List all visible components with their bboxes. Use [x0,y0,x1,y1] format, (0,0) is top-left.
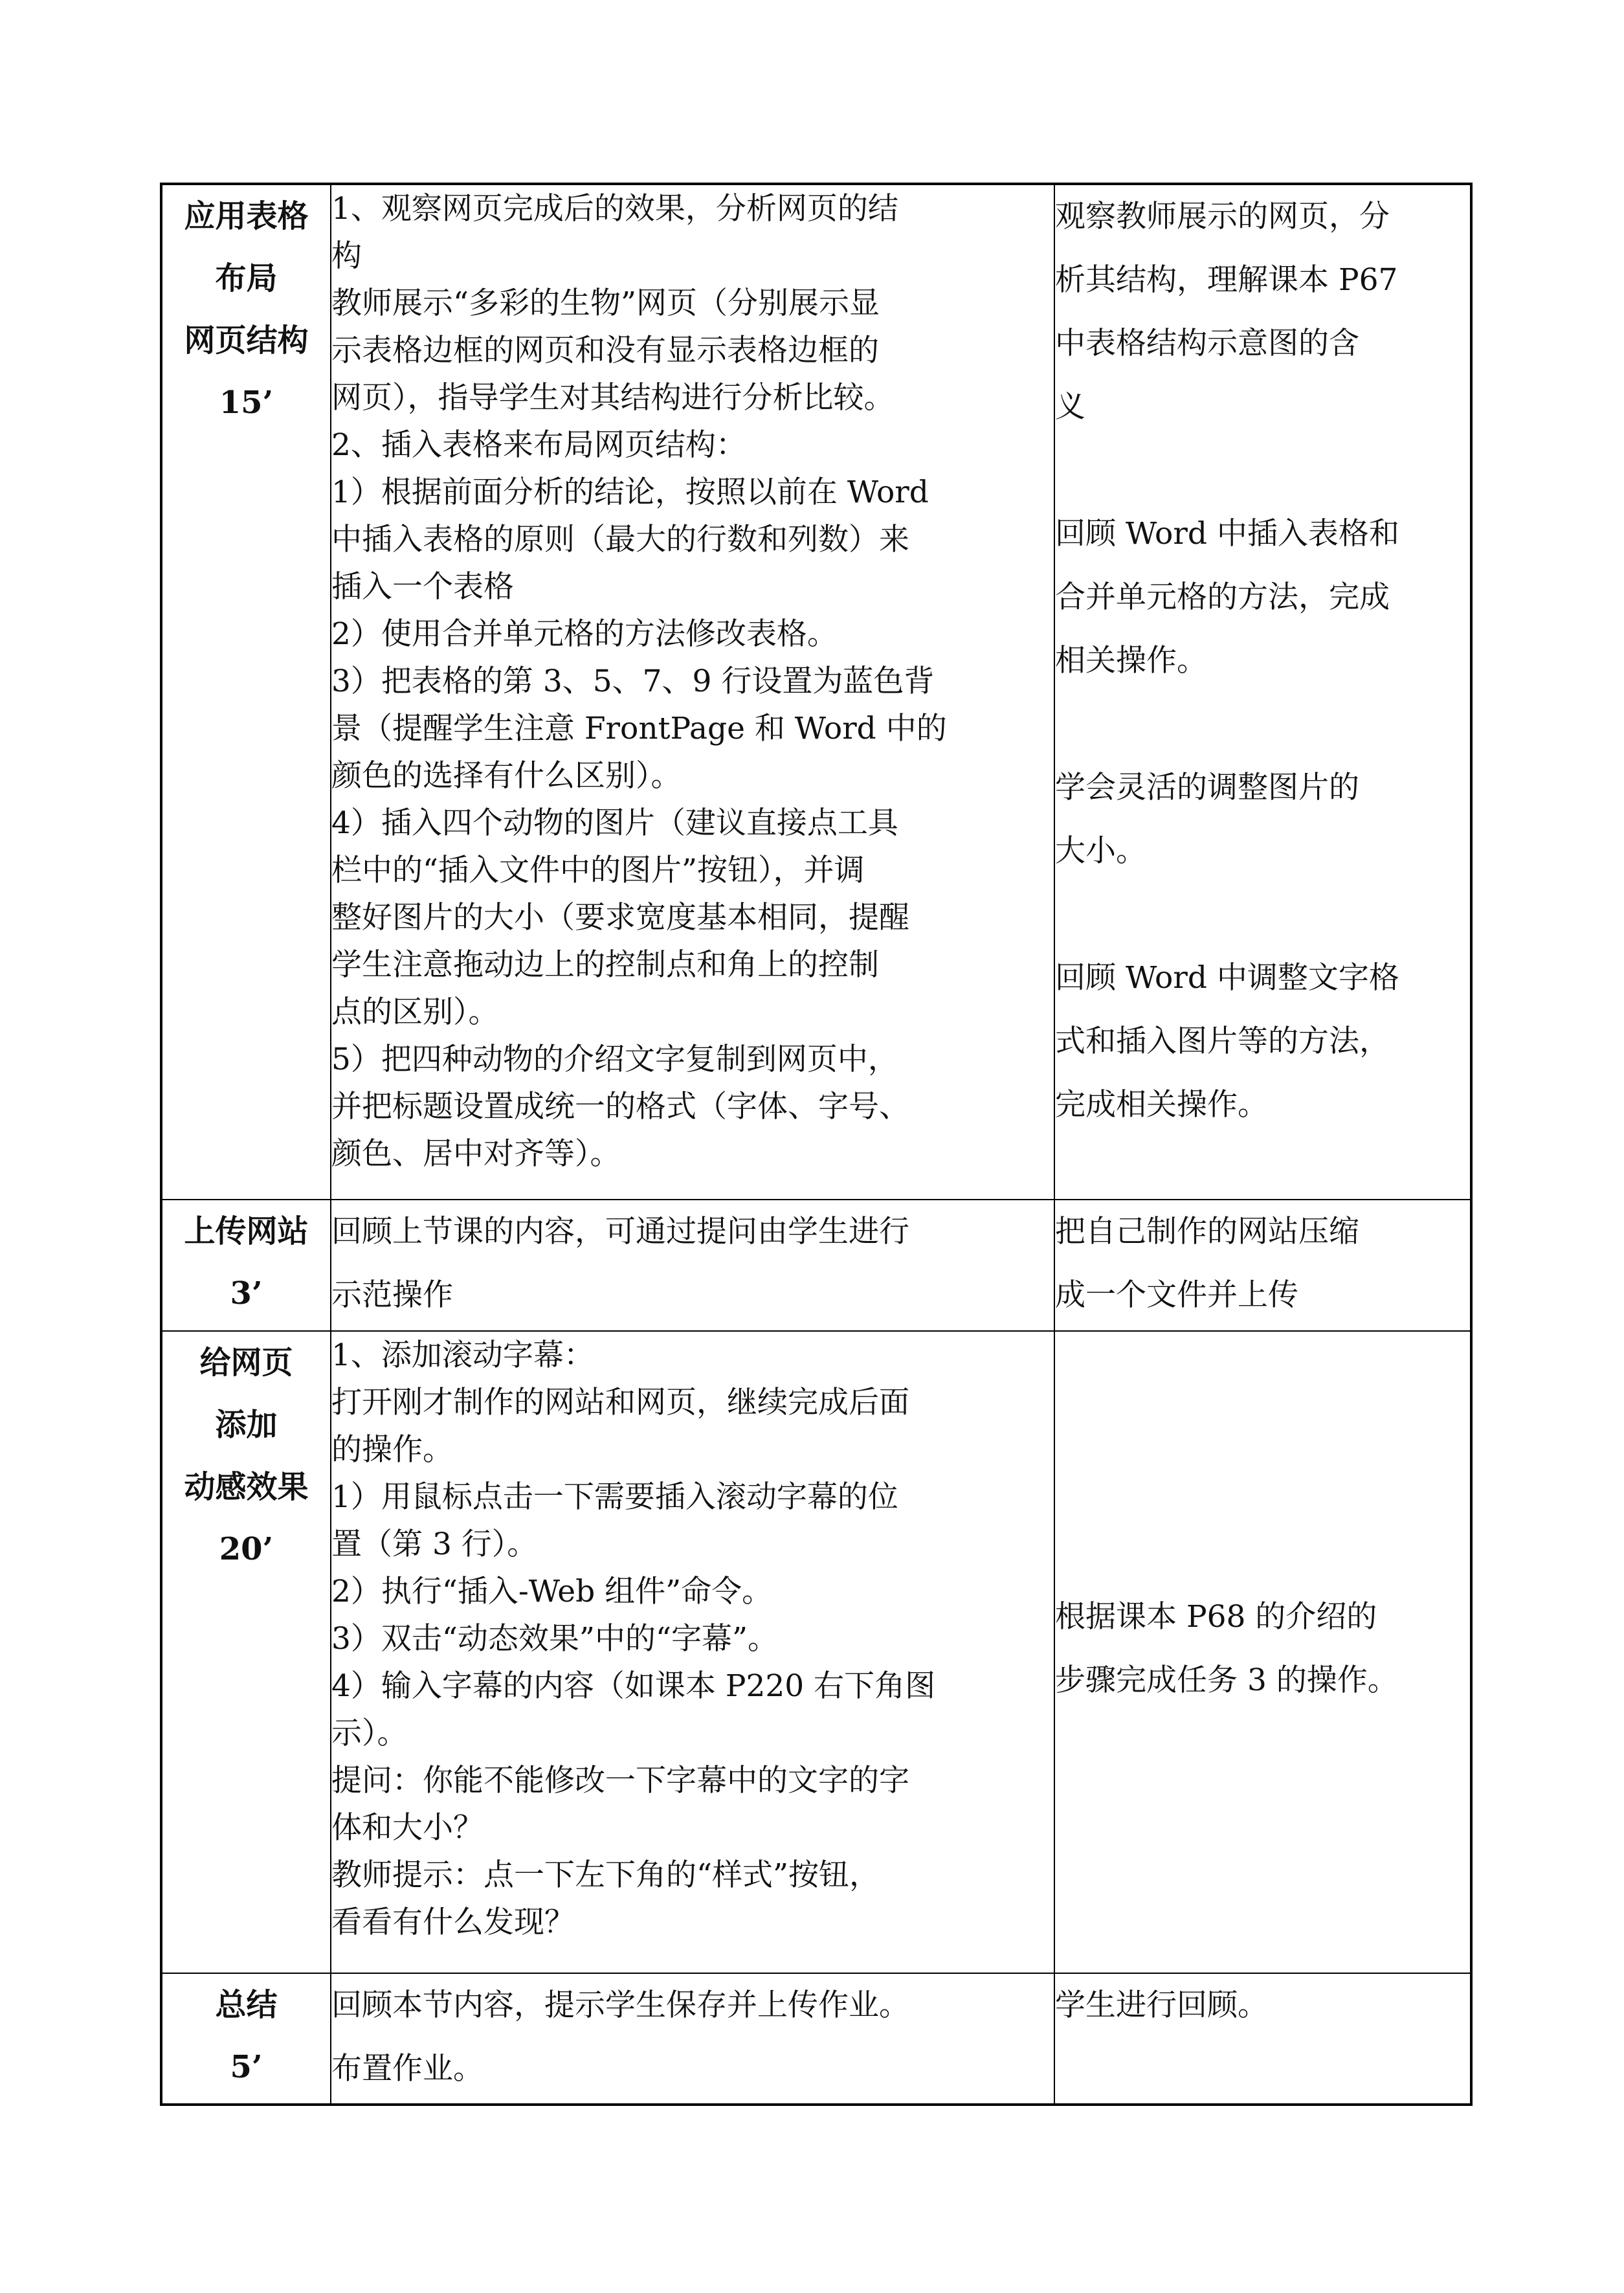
text-line: 2、插入表格来布局网页结构： [331,427,746,463]
text-line: 回顾本节内容，提示学生保存并上传作业。 [331,1987,909,2023]
teacher-activity-cell [331,184,1054,1200]
stage-label: 给网页 [199,1345,293,1381]
text-line: 把自己制作的网站压缩 [1055,1214,1359,1249]
text-line: 中插入表格的原则（最大的行数和列数）来 [331,522,909,557]
text-line: 栏中的“插入文件中的图片”按钮），并调 [331,853,865,888]
table-row [161,1973,1471,2105]
stage-label: 上传网站 [184,1213,309,1249]
text-line: 网页），指导学生对其结构进行分析比较。 [331,380,895,416]
stage-label: 布局 [215,260,278,296]
teacher-activity-cell [331,1331,1054,1973]
text-line: 2）使用合并单元格的方法修改表格。 [331,616,838,652]
teacher-activity-cell [331,1200,1054,1331]
text-line: 义 [1055,389,1085,425]
text-line: 示表格边框的网页和没有显示表格边框的 [331,333,879,368]
text-line: 回顾 Word 中插入表格和 [1055,516,1399,552]
student-activity-cell [1054,184,1471,1200]
text-line: 教师提示：点一下左下角的“样式”按钮， [331,1857,880,1893]
spacer [1055,883,1470,946]
stage-label: 网页结构 [184,322,309,359]
spacer [1055,693,1470,756]
stage-label: 添加 [215,1407,278,1443]
text-line: 析其结构，理解课本 P67 [1055,262,1398,298]
text-line: 根据课本 P68 的介绍的 [1055,1599,1377,1635]
text-line: 2）执行“插入-Web 组件”命令。 [331,1574,773,1609]
text-line: 构 [331,238,362,274]
stage-cell [161,1200,331,1331]
text-line: 提问：你能不能修改一下字幕中的文字的字 [331,1763,909,1798]
table-row [161,184,1471,1200]
stage-label: 动感效果 [184,1469,309,1505]
text-line: 完成相关操作。 [1055,1087,1268,1123]
text-line: 示）。 [331,1716,408,1751]
text-line: 中表格结构示意图的含 [1055,326,1359,361]
stage-duration: 5’ [230,2049,263,2085]
text-line: 点的区别）。 [331,994,499,1030]
stage-duration: 3’ [230,1275,263,1312]
text-line: 1、添加滚动字幕： [331,1337,594,1373]
text-line: 颜色的选择有什么区别）。 [331,758,682,794]
lesson-plan-table [160,183,1473,2106]
text-line: 体和大小？ [331,1810,484,1846]
student-activity-cell [1054,1200,1471,1331]
stage-cell [161,1331,331,1973]
student-activity-cell [1054,1973,1471,2105]
text-line: 插入一个表格 [331,569,514,605]
text-line: 4）插入四个动物的图片（建议直接点工具 [331,805,898,841]
text-line: 1）用鼠标点击一下需要插入滚动字幕的位 [331,1479,898,1515]
text-line: 4）输入字幕的内容（如课本 P220 右下角图 [331,1668,936,1704]
text-line: 回顾 Word 中调整文字格 [1055,960,1399,996]
text-line: 打开刚才制作的网站和网页，继续完成后面 [331,1385,909,1420]
stage-label: 应用表格 [184,198,309,234]
teacher-activity-cell [331,1973,1054,2105]
text-line: 5）把四种动物的介绍文字复制到网页中， [331,1042,898,1077]
text-line: 成一个文件并上传 [1055,1277,1298,1313]
text-line: 3）双击“动态效果”中的“字幕”。 [331,1621,779,1657]
text-line: 景（提醒学生注意 FrontPage 和 Word 中的 [331,711,947,746]
text-line: 式和插入图片等的方法， [1055,1023,1390,1059]
text-line: 颜色、居中对齐等）。 [331,1136,621,1172]
text-line: 置（第 3 行）。 [331,1527,538,1562]
spacer [1055,439,1470,502]
text-line: 整好图片的大小（要求宽度基本相同，提醒 [331,900,909,935]
stage-label: 总结 [215,1987,278,2023]
text-line: 观察教师展示的网页，分 [1055,199,1390,234]
text-line: 的操作。 [331,1432,453,1468]
stage-cell [161,184,331,1200]
text-line: 相关操作。 [1055,643,1207,678]
text-line: 学会灵活的调整图片的 [1055,770,1359,805]
text-line: 看看有什么发现？ [331,1905,575,1940]
text-line: 示范操作 [331,1277,453,1313]
stage-duration: 15’ [219,385,274,421]
stage-cell [161,1973,331,2105]
text-line: 教师展示“多彩的生物”网页（分别展示显 [331,285,880,321]
text-line: 并把标题设置成统一的格式（字体、字号、 [331,1089,909,1124]
text-line: 1、观察网页完成后的效果，分析网页的结 [331,191,898,227]
text-line: 学生注意拖动边上的控制点和角上的控制 [331,947,879,983]
text-line: 布置作业。 [331,2051,484,2086]
table-row [161,1200,1471,1331]
text-line: 学生进行回顾。 [1055,1987,1268,2023]
table-row [161,1331,1471,1973]
spacer [1055,1332,1470,1585]
stage-duration: 20’ [219,1531,274,1567]
text-line: 步骤完成任务 3 的操作。 [1055,1662,1398,1698]
text-line: 1）根据前面分析的结论，按照以前在 Word [331,475,929,510]
text-line: 3）把表格的第 3、5、7、9 行设置为蓝色背 [331,664,935,699]
text-line: 大小。 [1055,833,1146,869]
text-line: 合并单元格的方法，完成 [1055,579,1390,615]
student-activity-cell [1054,1331,1471,1973]
text-line: 回顾上节课的内容，可通过提问由学生进行 [331,1214,909,1249]
